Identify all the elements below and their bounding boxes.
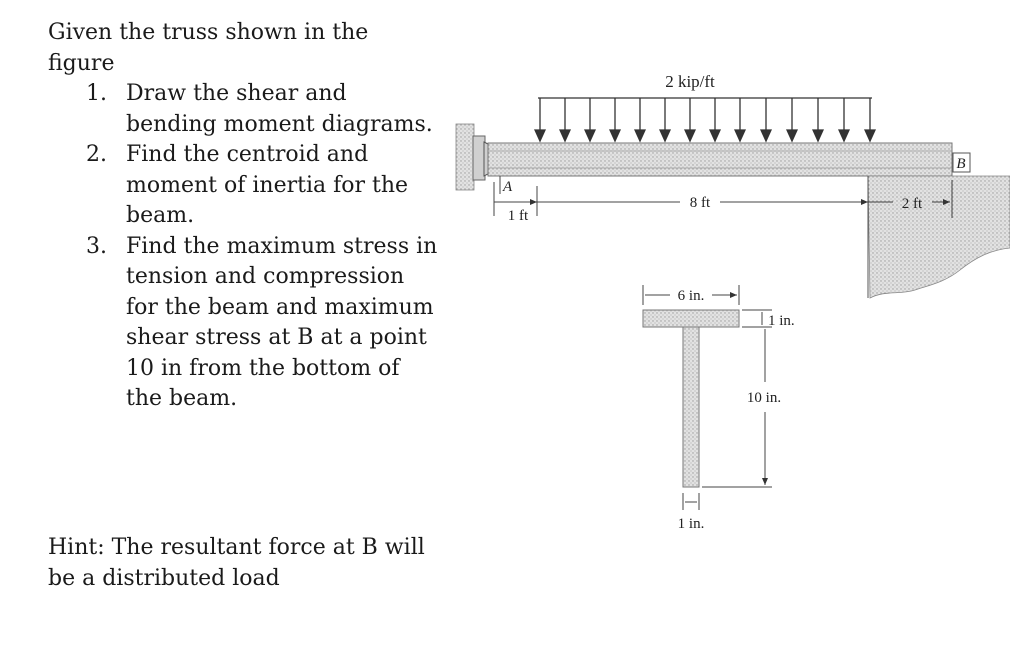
t-section (643, 310, 739, 487)
dim-8ft-label: 8 ft (689, 195, 711, 211)
task-list (48, 79, 438, 415)
load-label: 2 kip/ft (665, 72, 715, 91)
dim-web-thickness-label: 1 in. (677, 516, 705, 532)
task-item (48, 79, 438, 140)
task-number: 3. (86, 233, 107, 259)
dim-2ft-label: 2 ft (901, 196, 923, 212)
task-item (48, 140, 438, 232)
task-item (48, 232, 438, 415)
task-number: 2. (86, 142, 107, 167)
task-number: 1. (86, 81, 107, 106)
task-text: Draw the shear and bending moment diagrams. (126, 81, 433, 137)
wall-support (456, 124, 474, 190)
load-arrows (535, 98, 875, 141)
right-wall (868, 176, 1010, 298)
dim-flange-thickness-label: 1 in. (768, 313, 795, 329)
t-flange (643, 310, 739, 327)
intro-text: Given the truss shown in the figure (48, 20, 369, 76)
dim-1ft-label: 1 ft (507, 208, 529, 224)
beam-figure (450, 40, 1010, 600)
dim-web-height (702, 329, 772, 487)
dim-web-height-label: 10 in. (746, 390, 782, 406)
hint-text: Hint: The resultant force at B will be a distributed load (48, 535, 425, 591)
t-web (683, 327, 699, 487)
dim-web-thickness (683, 493, 699, 510)
task-text: Find the maximum stress in tension and compression for the beam and maximum shear stress at B at a point 10 in from the bottom of the beam. (126, 233, 438, 411)
task-text: Find the centroid and moment of inertia for the beam. (126, 142, 409, 228)
point-a-label: A (503, 179, 513, 195)
beam (488, 143, 952, 176)
point-b-label: B (956, 156, 966, 172)
pin-plate (473, 136, 485, 180)
dim-flange-width-label: 6 in. (677, 288, 705, 304)
problem-statement (48, 18, 438, 415)
